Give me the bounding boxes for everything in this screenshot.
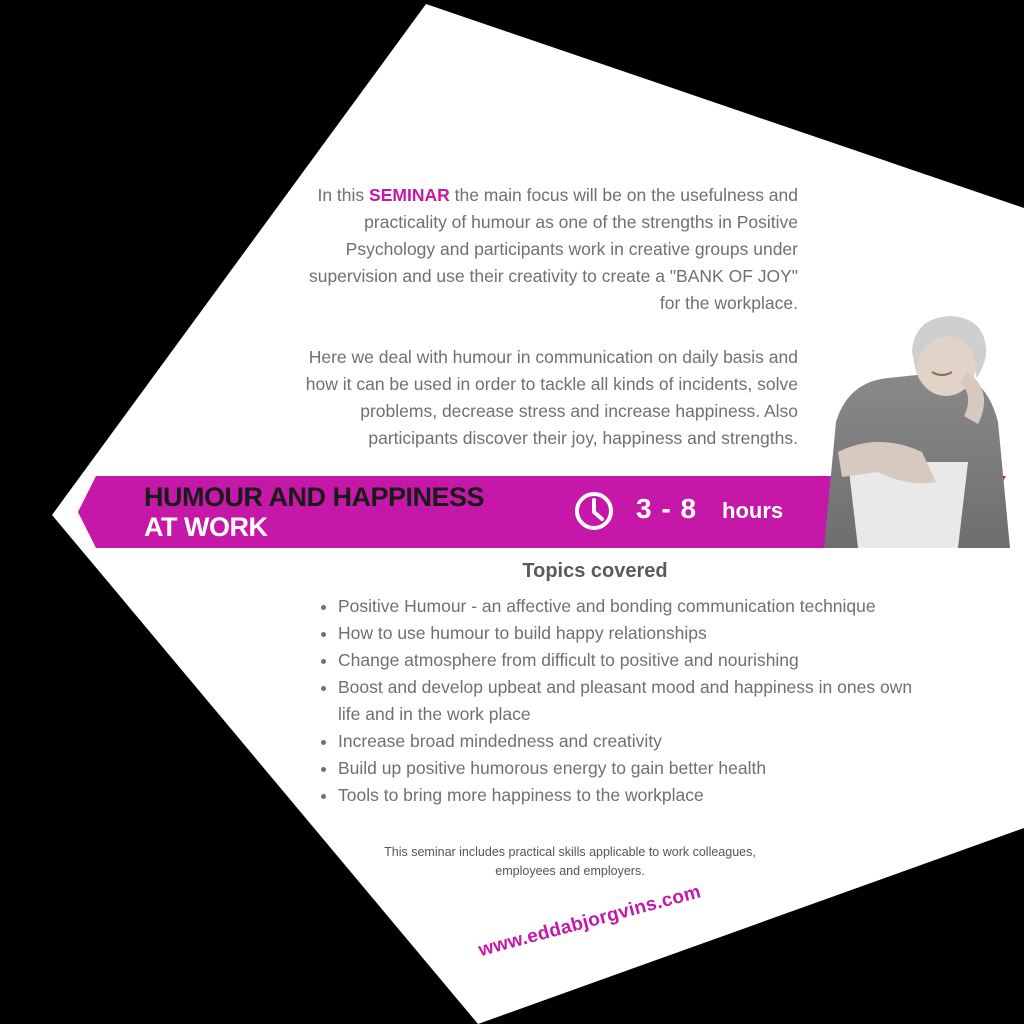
seminar-highlight: SEMINAR: [369, 185, 450, 205]
topic-item: • Positive Humour - an affective and bonding communication technique: [338, 593, 913, 620]
topic-item: • Increase broad mindedness and creativity: [338, 728, 913, 755]
duration-unit: hours: [722, 498, 784, 523]
topic-item: • Build up positive humorous energy to gain better health: [338, 755, 913, 782]
seminar-title-line-1: HUMOUR AND HAPPINESS: [144, 482, 485, 512]
topic-item: • Change atmosphere from difficult to positive and nourishing: [338, 647, 913, 674]
seminar-title-line-2: AT WORK: [144, 512, 268, 542]
portrait-photo: [818, 312, 1010, 548]
topic-item: • Tools to bring more happiness to the workplace: [338, 782, 913, 809]
topics-list: [316, 593, 913, 809]
footnote: This seminar includes practical skills applicable to work colleagues, employees and employers.: [384, 845, 756, 878]
website-link[interactable]: www.eddabjorgvins.com: [476, 881, 704, 962]
topic-item: • Boost and develop upbeat and pleasant mood and happiness in ones own life and in the work place: [338, 674, 913, 728]
topics-heading: Topics covered: [522, 560, 668, 582]
clock-icon: [574, 491, 614, 531]
intro-paragraph-1: In this SEMINAR the main focus will be on the usefulness and practicality of humour as one of the strengths in Positive Psychology and participants work in creative groups under supervision and use their creativity to create a "BANK OF JOY" for the workplace.: [308, 185, 798, 313]
intro-paragraph-2: Here we deal with humour in communication on daily basis and how it can be used in order to tackle all kinds of incidents, solve problems, decrease stress and increase happiness. Also participants discover their joy, happiness and strengths.: [305, 347, 798, 448]
duration-range: 3 - 8: [636, 493, 698, 524]
topic-item: • How to use humour to build happy relationships: [338, 620, 913, 647]
seminar-title: [144, 482, 484, 542]
